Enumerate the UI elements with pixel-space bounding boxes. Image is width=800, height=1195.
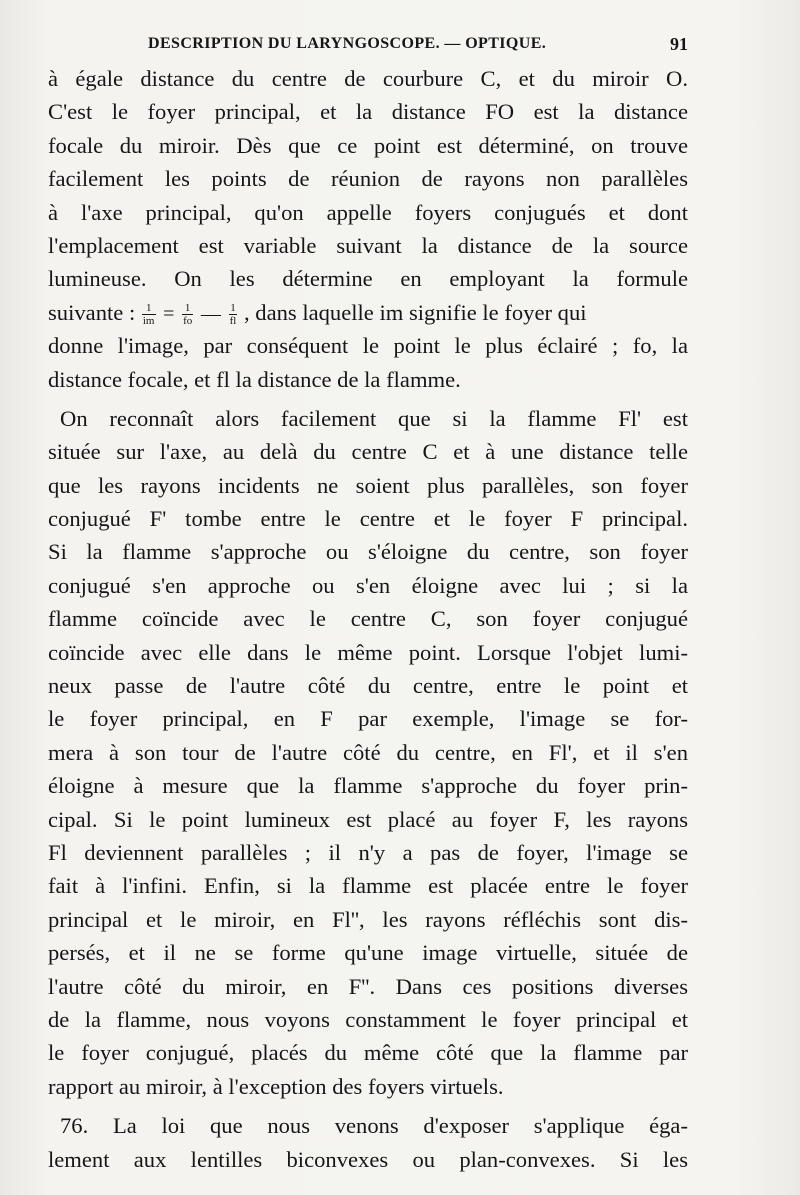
text-line: lement aux lentilles biconvexes ou plan-convexes. Si les (48, 1146, 688, 1172)
text-line: flamme coïncide avec le centre C, son foyer conjugué (48, 606, 688, 632)
text-line: rapport au miroir, à l'exception des foyers virtuels. (48, 1073, 504, 1099)
fraction-denominator: fl (229, 315, 237, 328)
fraction-numerator: 1 (230, 302, 236, 315)
text-line: principal et le miroir, en Fl'', les rayons réfléchis sont dis- (48, 906, 688, 932)
fraction-denominator: fo (183, 315, 193, 328)
text-line: le foyer principal, en F par exemple, l'image se for- (48, 706, 688, 732)
text-line: mera à son tour de l'autre côté du centre, en Fl', et il s'en (48, 739, 688, 765)
minus-sign: — (200, 302, 221, 325)
body-text (48, 62, 688, 1176)
fraction-numerator: 1 (142, 302, 156, 315)
text-line: fait à l'infini. Enfin, si la flamme est placée entre le foyer (48, 873, 688, 899)
formula-prefix: suivante : (48, 299, 141, 325)
text-line: persés, et il ne se forme qu'une image virtuelle, située de (48, 940, 688, 966)
text-line: Fl deviennent parallèles ; il n'y a pas de foyer, l'image se (48, 839, 688, 865)
text-line: à égale distance du centre de courbure C, et du miroir O. (48, 66, 688, 91)
fraction-denominator: im (142, 315, 155, 328)
text-line: coïncide avec elle dans le même point. Lorsque l'objet lumi- (48, 639, 688, 665)
text-line: C'est le foyer principal, et la distance FO est la distance (48, 99, 688, 125)
text-line: à l'axe principal, qu'on appelle foyers conjugués et dont (48, 199, 688, 225)
text-line: conjugué F' tombe entre le centre et le foyer F principal. (48, 506, 688, 532)
text-line: cipal. Si le point lumineux est placé au foyer F, les rayons (48, 806, 688, 832)
paragraph-start: 76. La loi que nous venons d'exposer s'applique éga- (60, 1113, 688, 1139)
text-line: donne l'image, par conséquent le point le plus éclairé ; fo, la (48, 333, 688, 359)
text-line: que les rayons incidents ne soient plus parallèles, son foyer (48, 472, 688, 498)
fraction-numerator: 1 (182, 302, 193, 315)
text-line: Si la flamme s'approche ou s'éloigne du centre, son foyer (48, 539, 688, 565)
text-line: distance focale, et fl la distance de la flamme. (48, 366, 461, 392)
text-line: focale du miroir. Dès que ce point est déterminé, on trouve (48, 132, 688, 158)
formula-suffix: , dans laquelle im signifie le foyer qui (243, 299, 587, 325)
formula-line (48, 296, 688, 329)
text-line: facilement les points de réunion de rayons non parallèles (48, 166, 688, 192)
text-line: le foyer conjugué, placés du même côté que la flamme par (48, 1040, 688, 1066)
text-line: éloigne à mesure que la flamme s'approche du foyer prin- (48, 773, 688, 799)
text-line: neux passe de l'autre côté du centre, entre le point et (48, 673, 688, 699)
text-line: lumineuse. On les détermine en employant la formule (48, 266, 688, 292)
equals-sign: = (163, 302, 175, 325)
running-head: DESCRIPTION DU LARYNGOSCOPE. — OPTIQUE. (148, 35, 547, 52)
text-line: conjugué s'en approche ou s'en éloigne avec lui ; si la (48, 572, 688, 598)
text-line: l'emplacement est variable suivant la distance de la source (48, 232, 688, 258)
text-line: située sur l'axe, au delà du centre C et à une distance telle (48, 439, 688, 465)
page-number: 91 (670, 34, 688, 54)
paragraph-start: On reconnaît alors facilement que si la flamme Fl' est (60, 405, 688, 431)
fraction-fo (182, 302, 193, 327)
page-header (48, 33, 688, 59)
fraction-im (142, 302, 156, 327)
text-line: de la flamme, nous voyons constamment le foyer principal et (48, 1006, 688, 1032)
fraction-fl (229, 302, 238, 327)
text-line: l'autre côté du miroir, en F''. Dans ces positions diverses (48, 973, 688, 999)
